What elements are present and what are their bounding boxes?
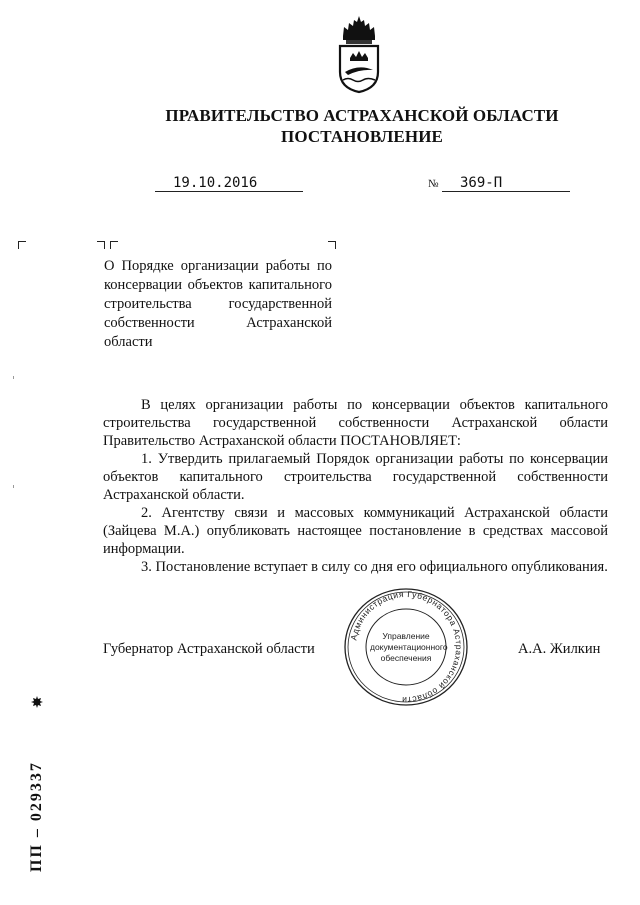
margin-tick bbox=[13, 376, 14, 379]
signatory-name: А.А. Жилкин bbox=[518, 641, 601, 657]
document-subject: О Порядке организации работы по консервации объектов капитального строительства государственной собственности Астраханской области bbox=[104, 258, 332, 350]
document-number: 369-П bbox=[442, 175, 570, 192]
number-label: № bbox=[428, 178, 439, 190]
subject-corner-left bbox=[110, 241, 118, 249]
document-type-title: ПОСТАНОВЛЕНИЕ bbox=[281, 127, 443, 146]
subject-corner-right bbox=[328, 241, 336, 249]
margin-tick bbox=[13, 485, 14, 488]
item-1-paragraph: 1. Утвердить прилагаемый Порядок организации работы по консервации объектов капитального строительства государственной собственности Астраханской области. bbox=[103, 451, 608, 503]
preamble-paragraph: В целях организации работы по консервации объектов капитального строительства государственной собственности Астраханской области Правительство Астраханской области ПОСТАНОВЛЯЕТ: bbox=[103, 397, 608, 449]
item-3-paragraph: 3. Постановление вступает в силу со дня его официального опубликования. bbox=[141, 559, 608, 575]
signatory-title: Губернатор Астраханской области bbox=[103, 641, 315, 657]
document-date: 19.10.2016 bbox=[155, 175, 303, 192]
coat-of-arms-icon bbox=[334, 14, 384, 94]
serial-emblem-icon bbox=[30, 695, 44, 709]
item-2-paragraph: 2. Агентству связи и массовых коммуникаций Астраханской области (Зайцева М.А.) опубликовать настоящее постановление в средствах массовой информации. bbox=[103, 505, 608, 557]
serial-number bbox=[28, 692, 44, 872]
subject-corner-left-outer bbox=[97, 241, 105, 249]
stamp-outer-text: Администрация Губернатора Астраханской области bbox=[348, 588, 465, 706]
margin-corner-mark bbox=[18, 241, 26, 249]
document-body bbox=[103, 396, 608, 576]
serial-number-text: ПП – 029337 bbox=[28, 761, 45, 872]
organization-title: ПРАВИТЕЛЬСТВО АСТРАХАНСКОЙ ОБЛАСТИ bbox=[165, 106, 559, 125]
stamp-inner-text: Управление документационного обеспечения bbox=[370, 631, 448, 663]
